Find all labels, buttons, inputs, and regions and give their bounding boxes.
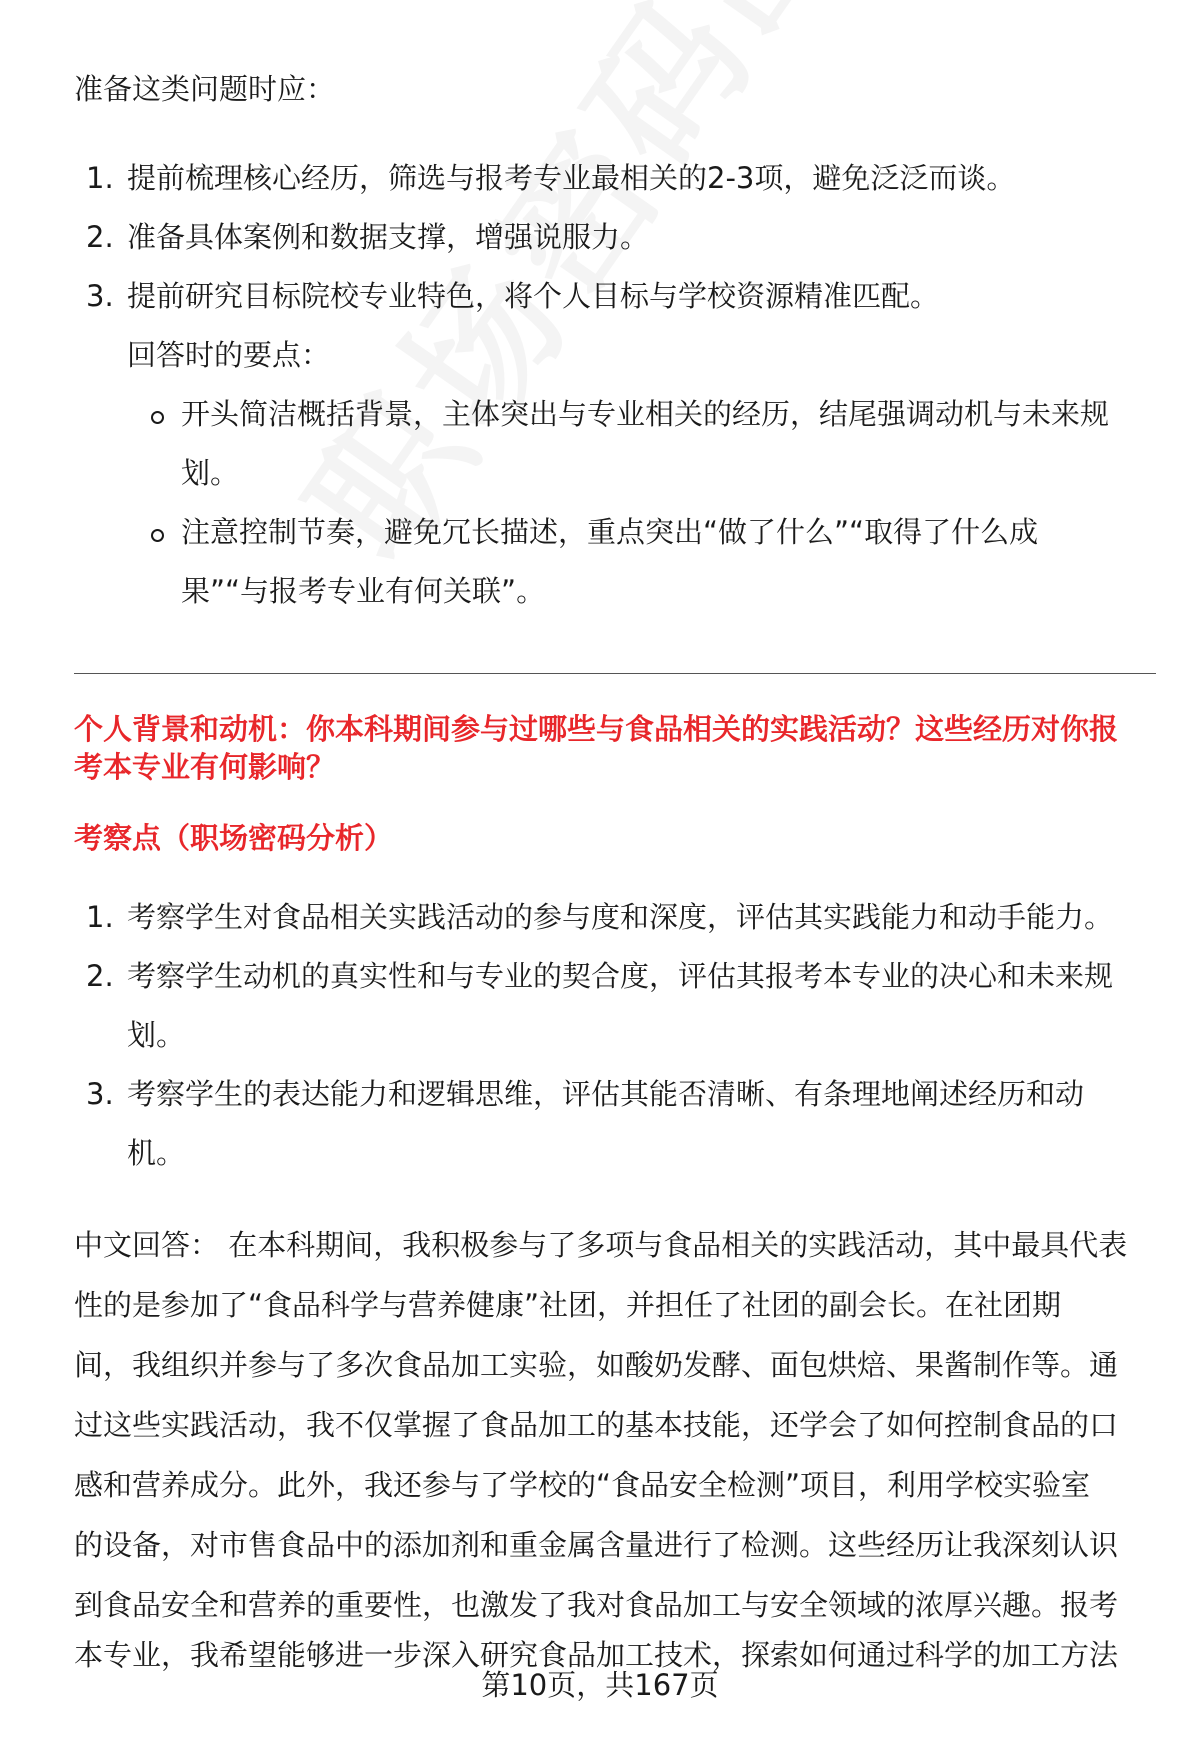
answer-point-line: 果”“与报考专业有何关联”。 bbox=[181, 574, 546, 608]
question-title-line: 考本专业有何影响？ bbox=[74, 750, 336, 784]
answer-point-line: 划。 bbox=[181, 456, 240, 490]
focus-heading: 考察点（职场密码分析） bbox=[74, 821, 394, 855]
section-divider bbox=[74, 673, 1156, 674]
question-title-line: 个人背景和动机：你本科期间参与过哪些与食品相关的实践活动？这些经历对你报 bbox=[74, 712, 1119, 746]
answer-line: 的设备，对市售食品中的添加剂和重金属含量进行了检测。这些经历让我深刻认识 bbox=[74, 1528, 1119, 1562]
answer-line: 本专业，我希望能够进一步深入研究食品加工技术，探索如何通过科学的加工方法 bbox=[74, 1638, 1119, 1672]
hollow-bullet-icon bbox=[151, 411, 164, 424]
prep-heading: 准备这类问题时应： bbox=[74, 72, 336, 106]
page-footer: 第10页，共167页 bbox=[481, 1668, 719, 1702]
focus-item-number: 3. bbox=[86, 1077, 114, 1111]
answer-point-line: 开头简洁概括背景，主体突出与专业相关的经历，结尾强调动机与未来规 bbox=[181, 397, 1110, 431]
focus-item-line: 考察学生动机的真实性和与专业的契合度，评估其报考本专业的决心和未来规 bbox=[127, 959, 1114, 993]
prep-item-text: 准备具体案例和数据支撑，增强说服力。 bbox=[127, 220, 650, 254]
answer-line: 间，我组织并参与了多次食品加工实验，如酸奶发酵、面包烘焙、果酱制作等。通 bbox=[74, 1348, 1119, 1382]
answer-line: 中文回答： 在本科期间，我积极参与了多项与食品相关的实践活动，其中最具代表 bbox=[74, 1228, 1128, 1262]
prep-item-number: 2. bbox=[86, 220, 114, 254]
focus-item-line: 机。 bbox=[127, 1136, 186, 1170]
answer-points-heading: 回答时的要点： bbox=[127, 338, 331, 372]
prep-item-number: 3. bbox=[86, 279, 114, 313]
answer-line: 过这些实践活动，我不仅掌握了食品加工的基本技能，还学会了如何控制食品的口 bbox=[74, 1408, 1119, 1442]
focus-item-line: 考察学生对食品相关实践活动的参与度和深度，评估其实践能力和动手能力。 bbox=[127, 900, 1114, 934]
focus-item-number: 2. bbox=[86, 959, 114, 993]
focus-item-line: 划。 bbox=[127, 1018, 186, 1052]
prep-item-text: 提前梳理核心经历，筛选与报考专业最相关的2-3项，避免泛泛而谈。 bbox=[127, 161, 1016, 195]
answer-line: 性的是参加了“食品科学与营养健康”社团，并担任了社团的副会长。在社团期 bbox=[74, 1288, 1062, 1322]
prep-item-number: 1. bbox=[86, 161, 114, 195]
focus-item-number: 1. bbox=[86, 900, 114, 934]
answer-point-line: 注意控制节奏，避免冗长描述，重点突出“做了什么”“取得了什么成 bbox=[181, 515, 1039, 549]
focus-item-line: 考察学生的表达能力和逻辑思维，评估其能否清晰、有条理地阐述经历和动 bbox=[127, 1077, 1085, 1111]
answer-line: 感和营养成分。此外，我还参与了学校的“食品安全检测”项目，利用学校实验室 bbox=[74, 1468, 1091, 1502]
hollow-bullet-icon bbox=[151, 529, 164, 542]
prep-item-text: 提前研究目标院校专业特色，将个人目标与学校资源精准匹配。 bbox=[127, 279, 940, 313]
answer-line: 到食品安全和营养的重要性，也激发了我对食品加工与安全领域的浓厚兴趣。报考 bbox=[74, 1588, 1119, 1622]
